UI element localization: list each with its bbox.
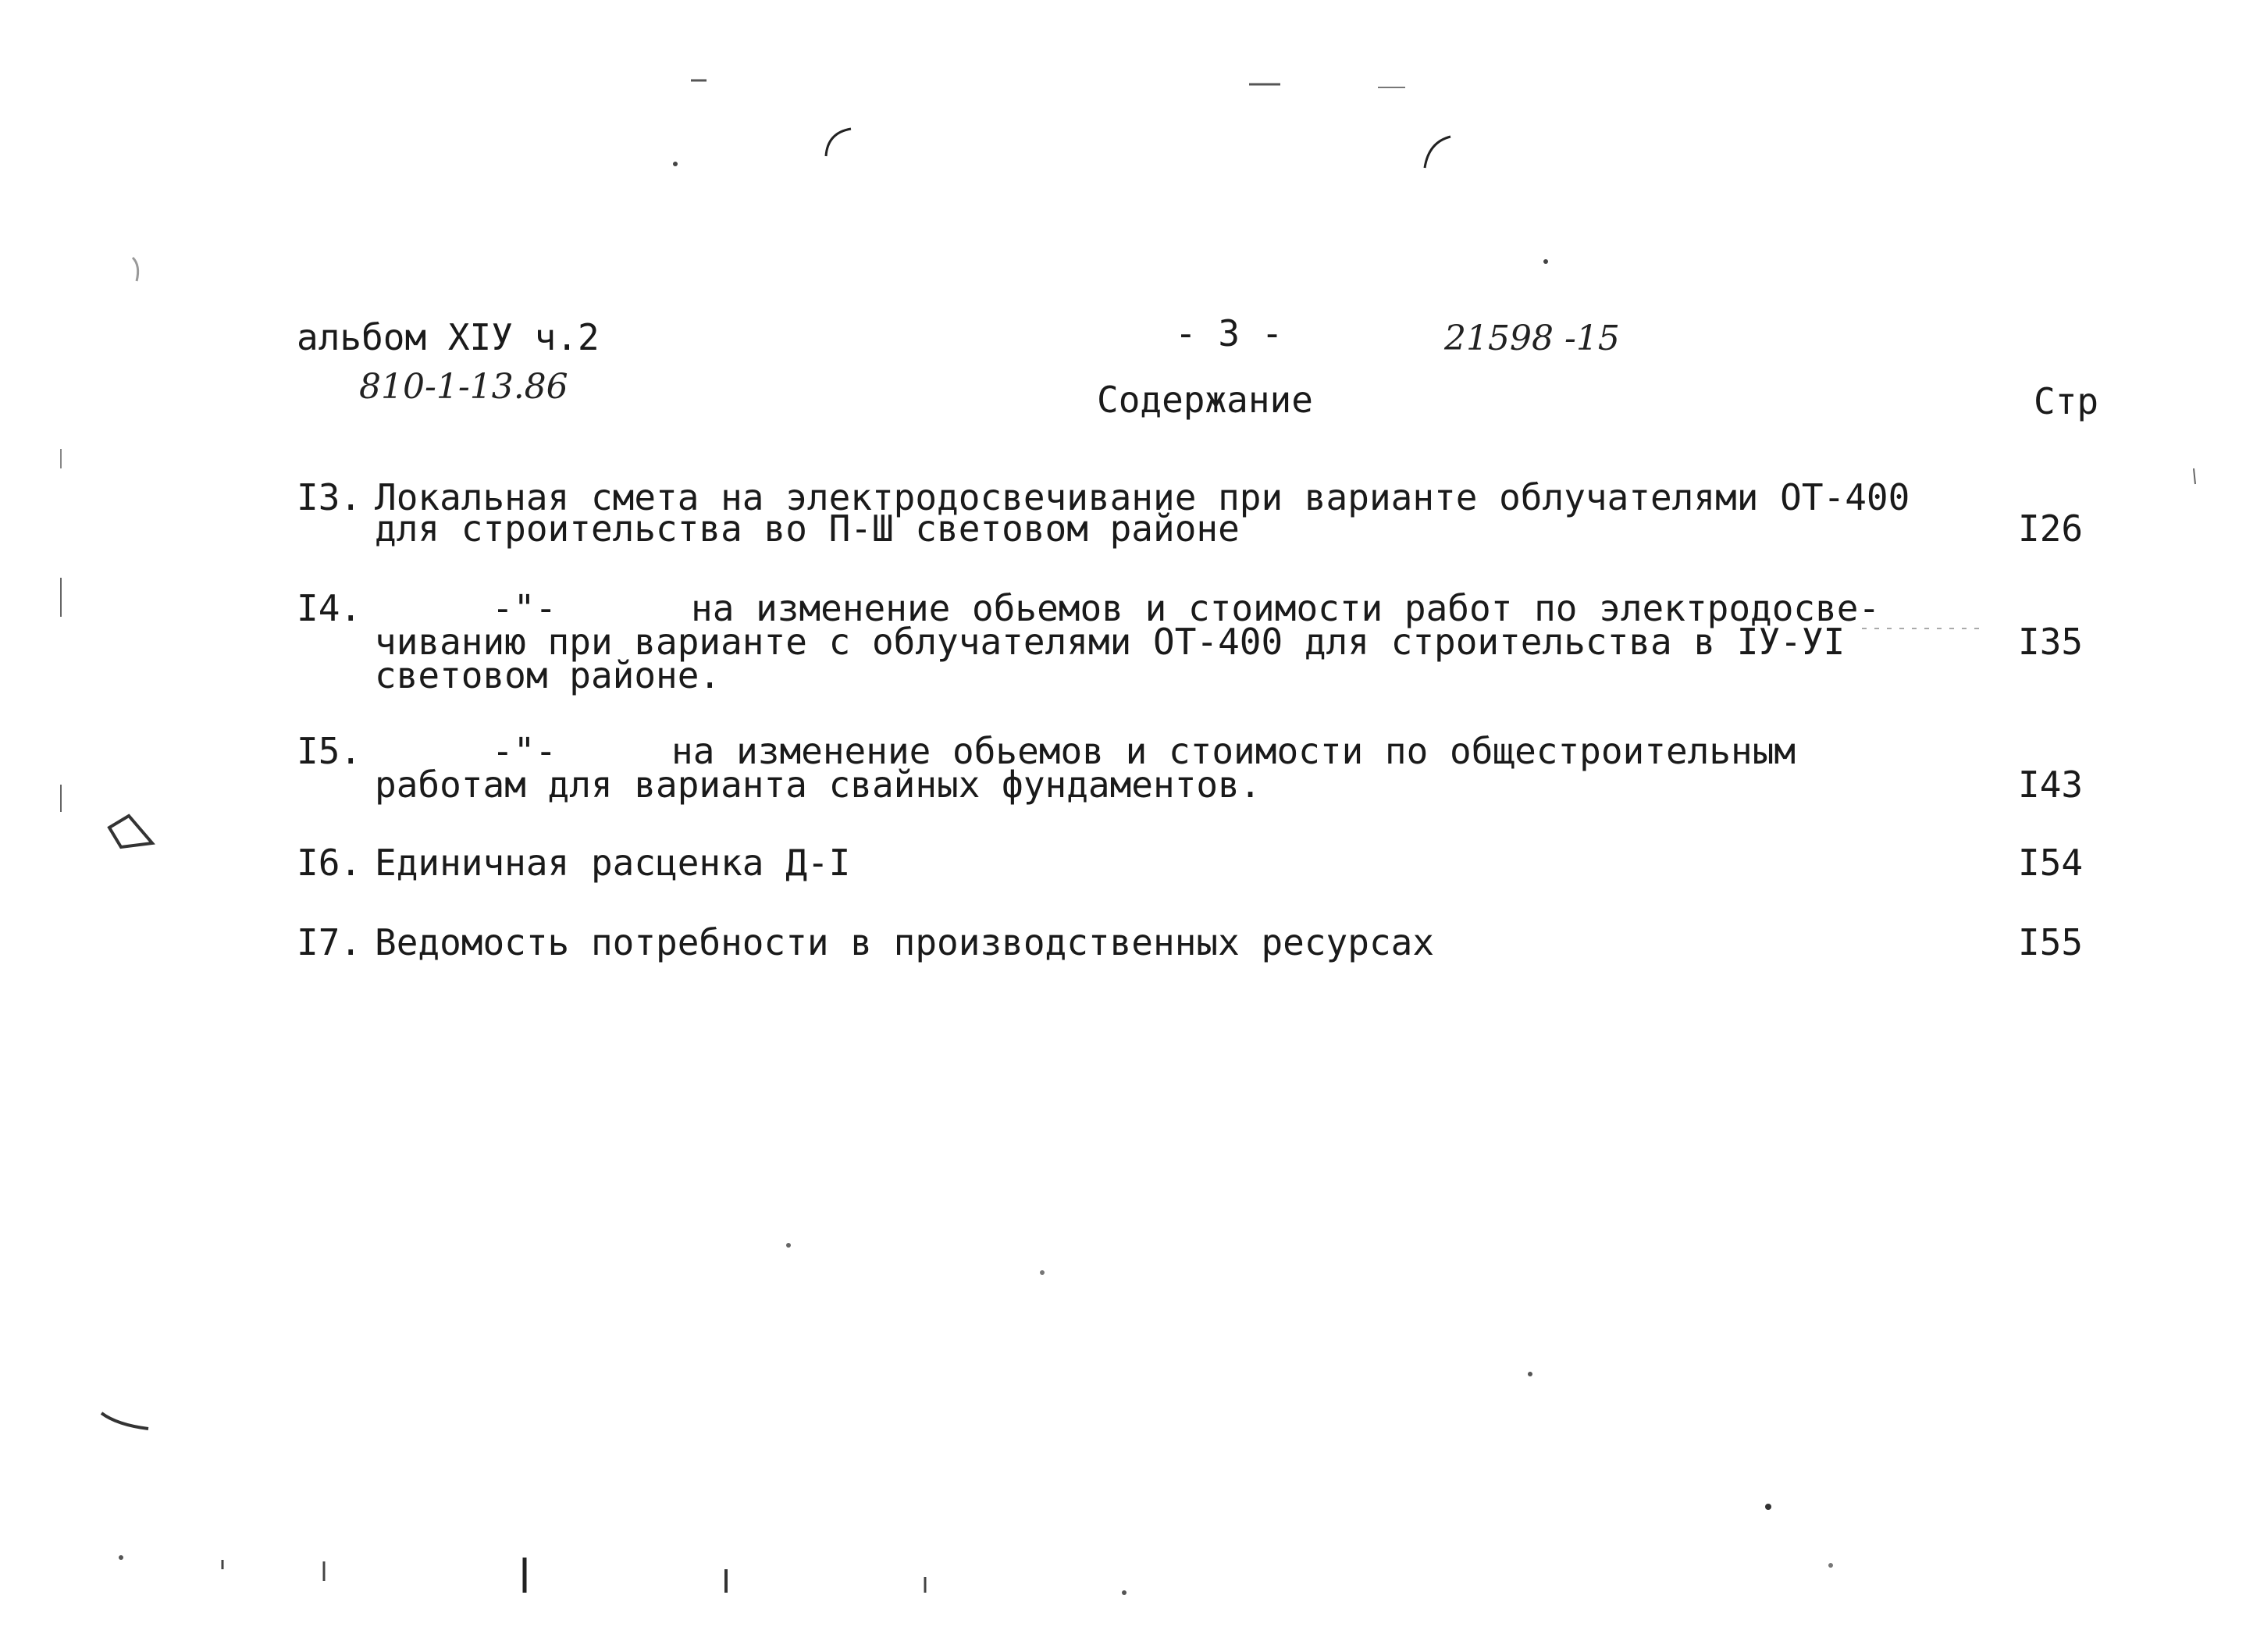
- entry-text-line: чиванию при варианте с облучателями ОТ-400 для строительства в IУ-УI: [375, 621, 1846, 663]
- entry-ditto: -"-: [492, 587, 557, 629]
- entry-page: I26: [2018, 507, 2084, 550]
- entry-page: I55: [2018, 921, 2084, 963]
- page-column-header: Стр: [2034, 380, 2099, 422]
- entry-page: I54: [2018, 842, 2084, 884]
- entry-text-line: световом районе.: [375, 654, 721, 696]
- entry-page: I35: [2018, 621, 2084, 663]
- entry-number: I3.: [297, 476, 362, 518]
- entry-number: I7.: [297, 921, 362, 963]
- entry-number: I5.: [297, 730, 362, 772]
- page-number: - 3 -: [1175, 312, 1283, 354]
- handwritten-doc-number: 21598 -15: [1444, 319, 1620, 358]
- entry-text-line: работам для варианта свайных фундаментов.: [375, 764, 1262, 806]
- entry-text-line: Локальная смета на электродосвечивание при варианте облучателями ОТ-400: [375, 476, 1910, 518]
- handwritten-code: 810-1-13.86: [359, 367, 568, 407]
- entry-text-line: на изменение обьемов и стоимости по общестроительным: [671, 730, 1796, 772]
- entry-text-line: для строительства во П-Ш световом районе: [375, 507, 1240, 550]
- entry-ditto: -"-: [492, 730, 557, 772]
- album-label: альбом XIУ ч.2: [297, 316, 600, 358]
- entry-text-line: на изменение обьемов и стоимости работ по электродосве-: [691, 587, 1881, 629]
- entry-number: I4.: [297, 587, 362, 629]
- entry-page: I43: [2018, 764, 2084, 806]
- contents-title: Содержание: [1097, 379, 1313, 421]
- entry-text-line: Единичная расценка Д-I: [375, 842, 851, 884]
- entry-text-line: Ведомость потребности в производственных ресурсах: [375, 921, 1435, 963]
- entry-number: I6.: [297, 842, 362, 884]
